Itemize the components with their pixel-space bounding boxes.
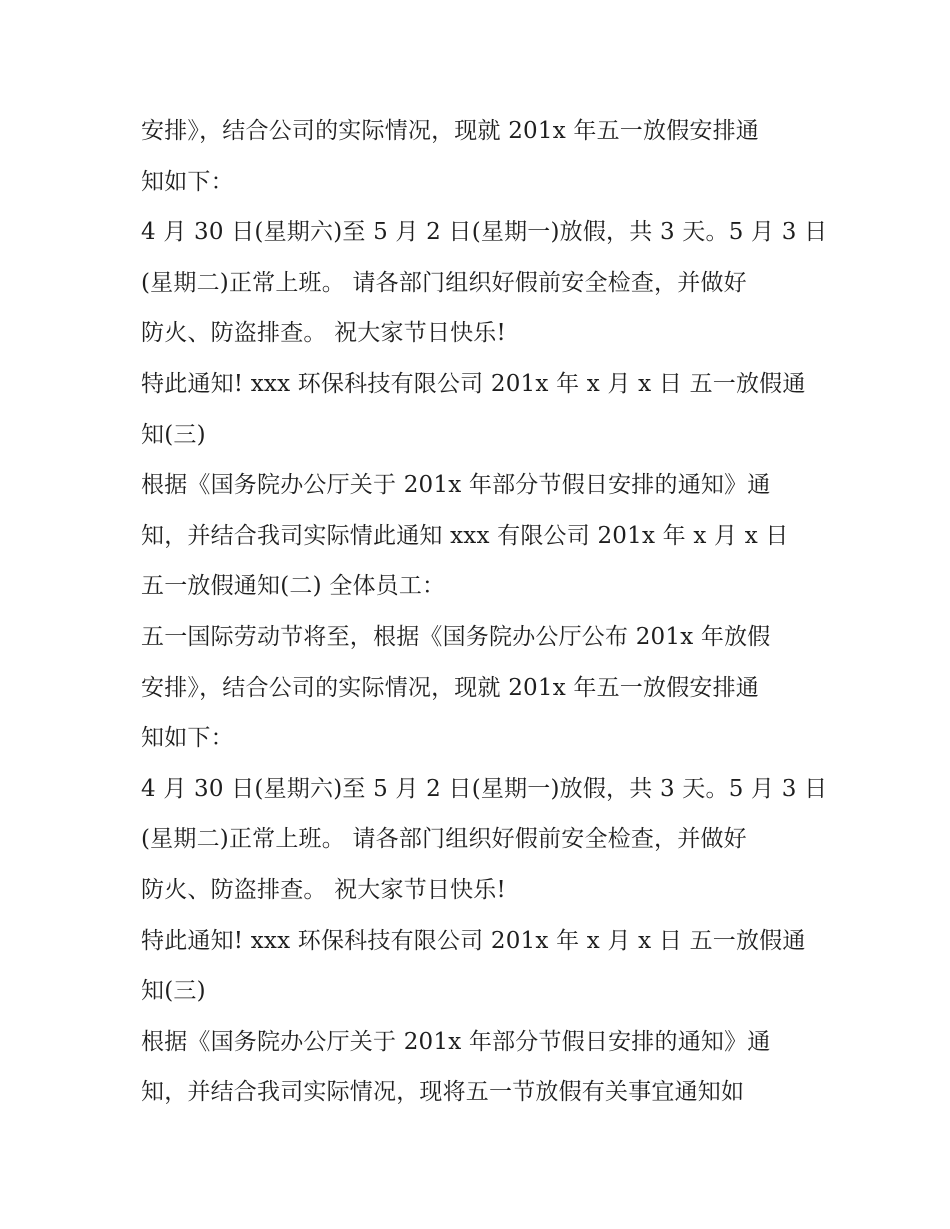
document-body bbox=[141, 106, 828, 1118]
text-line: 安排》，结合公司的实际情况，现就 201x 年五一放假安排通 bbox=[141, 118, 759, 144]
text-line: 知(三) bbox=[141, 978, 206, 1005]
text-line: (星期二)正常上班。 请各部门组织好假前安全检查，并做好 bbox=[141, 826, 747, 853]
text-line: 根据《国务院办公厅关于 201x 年部分节假日安排的通知》通 bbox=[141, 1028, 771, 1055]
text-line: 特此通知! xxx 环保科技有限公司 201x 年 x 月 x 日 五一放假通 bbox=[141, 927, 806, 954]
text-line: (星期二)正常上班。 请各部门组织好假前安全检查，并做好 bbox=[141, 269, 747, 296]
text-line: 4 月 30 日(星期六)至 5 月 2 日(星期一)放假，共 3 天。5 月 3 日 bbox=[141, 219, 828, 246]
text-line: 知如下： bbox=[141, 725, 234, 752]
text-line: 防火、防盗排查。 祝大家节日快乐! bbox=[141, 320, 506, 347]
text-line: 防火、防盗排查。 祝大家节日快乐! bbox=[141, 876, 506, 903]
text-line: 知，并结合我司实际情此通知 xxx 有限公司 201x 年 x 月 x 日 bbox=[141, 522, 789, 549]
text-line: 知，并结合我司实际情况，现将五一节放假有关事宜通知如 bbox=[141, 1079, 745, 1106]
text-line: 知如下： bbox=[141, 168, 234, 195]
text-line: 4 月 30 日(星期六)至 5 月 2 日(星期一)放假，共 3 天。5 月 3 日 bbox=[141, 775, 828, 802]
text-line: 根据《国务院办公厅关于 201x 年部分节假日安排的通知》通 bbox=[141, 472, 771, 499]
text-line: 安排》，结合公司的实际情况，现就 201x 年五一放假安排通 bbox=[141, 674, 759, 701]
text-line: 五一国际劳动节将至，根据《国务院办公厅公布 201x 年放假 bbox=[141, 623, 771, 650]
text-line: 特此通知! xxx 环保科技有限公司 201x 年 x 月 x 日 五一放假通 bbox=[141, 370, 806, 397]
text-line: 五一放假通知(二) 全体员工： bbox=[141, 573, 446, 600]
text-line: 知(三) bbox=[141, 421, 206, 448]
